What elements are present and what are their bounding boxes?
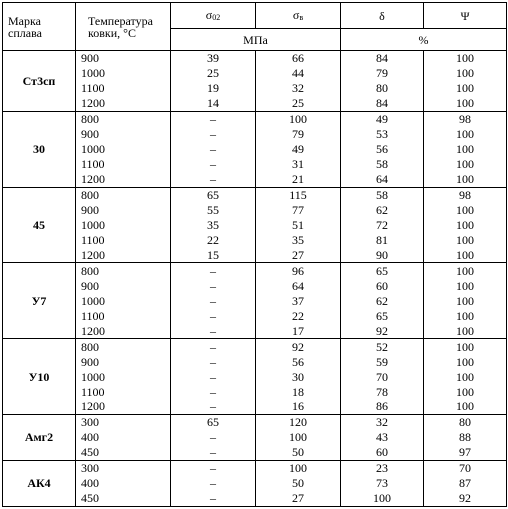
psi-cell: 100 [424,66,507,81]
table-row [3,339,507,354]
delta-cell: 64 [341,172,424,187]
sigma02-cell: – [171,399,256,414]
psi-cell: 100 [424,203,507,218]
psi-cell: 100 [424,369,507,384]
sigma02-cell: – [171,172,256,187]
delta-cell: 58 [341,157,424,172]
temperature-cell: 400 [76,430,171,445]
sigma-b-cell: 100 [256,460,341,475]
sigma02-cell: – [171,369,256,384]
psi-cell: 97 [424,445,507,460]
sigma-b-cell: 27 [256,491,341,507]
temperature-cell: 1200 [76,323,171,338]
temperature-cell: 1000 [76,142,171,157]
header-sigma-b [256,3,341,29]
delta-cell: 84 [341,96,424,111]
sigma-b-cell: 92 [256,339,341,354]
temperature-cell: 1200 [76,399,171,414]
sigma-b-symbol: σ [292,8,300,22]
table-row [3,232,507,247]
delta-cell: 80 [341,81,424,96]
psi-cell: 100 [424,339,507,354]
forging-properties-table [2,2,507,507]
table-row [3,414,507,429]
delta-cell: 43 [341,430,424,445]
table-row [3,218,507,233]
psi-cell: 92 [424,491,507,507]
sigma-b-cell: 77 [256,203,341,218]
delta-cell: 62 [341,293,424,308]
header-delta: δ [341,3,424,29]
delta-cell: 86 [341,399,424,414]
delta-cell: 84 [341,51,424,66]
sigma-b-cell: 18 [256,384,341,399]
delta-cell: 62 [341,203,424,218]
psi-cell: 100 [424,127,507,142]
psi-cell: 100 [424,81,507,96]
sigma-b-cell: 31 [256,157,341,172]
sigma02-cell: – [171,263,256,278]
temperature-cell: 1100 [76,81,171,96]
table-row [3,142,507,157]
sigma-b-cell: 66 [256,51,341,66]
delta-cell: 79 [341,66,424,81]
psi-cell: 100 [424,142,507,157]
table-row [3,384,507,399]
delta-cell: 73 [341,476,424,491]
temperature-cell: 900 [76,127,171,142]
sigma02-subscript: 02 [212,13,221,22]
sigma02-cell: – [171,430,256,445]
table-row [3,111,507,126]
psi-cell: 100 [424,308,507,323]
delta-cell: 60 [341,278,424,293]
grade-cell: АК4 [3,460,76,506]
sigma02-cell: 35 [171,218,256,233]
sigma-b-cell: 17 [256,323,341,338]
delta-cell: 70 [341,369,424,384]
psi-cell: 100 [424,278,507,293]
table-row [3,203,507,218]
sigma-b-cell: 96 [256,263,341,278]
psi-cell: 100 [424,218,507,233]
psi-cell: 100 [424,157,507,172]
psi-cell: 98 [424,111,507,126]
sigma02-cell: – [171,445,256,460]
sigma-b-cell: 56 [256,354,341,369]
sigma02-cell: – [171,142,256,157]
temperature-cell: 1200 [76,172,171,187]
temperature-cell: 450 [76,491,171,507]
temperature-cell: 450 [76,445,171,460]
grade-cell: Амг2 [3,414,76,460]
sigma-b-cell: 27 [256,247,341,262]
sigma02-symbol: σ [205,8,213,22]
temperature-cell: 1200 [76,96,171,111]
table-row [3,308,507,323]
temperature-cell: 300 [76,460,171,475]
sigma02-cell: – [171,127,256,142]
sigma-b-cell: 44 [256,66,341,81]
sigma-b-cell: 49 [256,142,341,157]
sigma02-cell: – [171,157,256,172]
delta-cell: 58 [341,187,424,202]
delta-cell: 23 [341,460,424,475]
sigma02-cell: – [171,339,256,354]
sigma-b-cell: 30 [256,369,341,384]
grade-cell: 45 [3,187,76,263]
temperature-cell: 1100 [76,157,171,172]
sigma02-cell: – [171,293,256,308]
table-row [3,430,507,445]
temperature-cell: 900 [76,354,171,369]
sigma02-cell: 39 [171,51,256,66]
table-row [3,96,507,111]
header-grade: Марка сплава [3,3,76,51]
grade-cell: У10 [3,339,76,415]
psi-cell: 100 [424,247,507,262]
sigma02-cell: 65 [171,414,256,429]
grade-cell: Ст3сп [3,51,76,112]
delta-cell: 60 [341,445,424,460]
sigma02-cell: – [171,323,256,338]
table-body [3,51,507,507]
sigma02-cell: 25 [171,66,256,81]
sigma02-cell: – [171,460,256,475]
table-row [3,127,507,142]
temperature-cell: 1000 [76,218,171,233]
sigma-b-cell: 50 [256,476,341,491]
temperature-cell: 1200 [76,247,171,262]
delta-cell: 52 [341,339,424,354]
sigma-b-cell: 100 [256,430,341,445]
sigma-b-cell: 50 [256,445,341,460]
delta-cell: 49 [341,111,424,126]
psi-cell: 100 [424,354,507,369]
temperature-cell: 800 [76,339,171,354]
sigma02-cell: 15 [171,247,256,262]
sigma-b-cell: 22 [256,308,341,323]
table-row [3,278,507,293]
delta-cell: 81 [341,232,424,247]
temperature-cell: 900 [76,51,171,66]
temperature-cell: 1000 [76,369,171,384]
sigma02-cell: 55 [171,203,256,218]
delta-cell: 72 [341,218,424,233]
sigma02-cell: 19 [171,81,256,96]
header-unit-mpa: МПа [171,29,341,51]
table-row [3,460,507,475]
delta-cell: 65 [341,263,424,278]
header-psi: Ψ [424,3,507,29]
table-row [3,491,507,507]
sigma-b-cell: 25 [256,96,341,111]
sigma-b-cell: 79 [256,127,341,142]
sigma02-cell: 14 [171,96,256,111]
psi-cell: 87 [424,476,507,491]
psi-cell: 100 [424,51,507,66]
sigma-b-cell: 100 [256,111,341,126]
table-row [3,445,507,460]
sigma02-cell: – [171,308,256,323]
psi-cell: 98 [424,187,507,202]
psi-cell: 100 [424,323,507,338]
psi-cell: 100 [424,399,507,414]
temperature-cell: 1100 [76,384,171,399]
delta-cell: 92 [341,323,424,338]
sigma-b-cell: 37 [256,293,341,308]
table-row [3,81,507,96]
table-row [3,354,507,369]
table-row [3,172,507,187]
table-row [3,187,507,202]
header-sigma02 [171,3,256,29]
temperature-cell: 800 [76,263,171,278]
grade-cell: 30 [3,111,76,187]
psi-cell: 100 [424,172,507,187]
delta-cell: 100 [341,491,424,507]
psi-cell: 100 [424,293,507,308]
psi-cell: 80 [424,414,507,429]
table-row [3,399,507,414]
psi-cell: 100 [424,96,507,111]
table-row [3,293,507,308]
table-row [3,369,507,384]
table-row [3,247,507,262]
sigma-b-cell: 35 [256,232,341,247]
delta-cell: 65 [341,308,424,323]
temperature-cell: 800 [76,111,171,126]
psi-cell: 100 [424,263,507,278]
table-row [3,157,507,172]
header-temperature: Температура ковки, °С [76,3,171,51]
header-unit-percent: % [341,29,507,51]
table-row [3,263,507,278]
temperature-cell: 900 [76,203,171,218]
temperature-cell: 900 [76,278,171,293]
sigma02-cell: – [171,384,256,399]
sigma-b-cell: 32 [256,81,341,96]
psi-cell: 88 [424,430,507,445]
temperature-cell: 1100 [76,308,171,323]
temperature-cell: 800 [76,187,171,202]
psi-cell: 100 [424,232,507,247]
temperature-cell: 400 [76,476,171,491]
sigma-b-cell: 120 [256,414,341,429]
temperature-cell: 1100 [76,232,171,247]
sigma02-cell: 65 [171,187,256,202]
delta-cell: 32 [341,414,424,429]
table-row [3,476,507,491]
table-row [3,66,507,81]
sigma02-cell: – [171,278,256,293]
sigma-b-cell: 64 [256,278,341,293]
sigma02-cell: 22 [171,232,256,247]
delta-cell: 90 [341,247,424,262]
delta-cell: 56 [341,142,424,157]
table-row [3,323,507,338]
temperature-cell: 1000 [76,66,171,81]
delta-cell: 53 [341,127,424,142]
sigma-b-subscript: в [299,13,304,22]
sigma02-cell: – [171,491,256,507]
sigma-b-cell: 51 [256,218,341,233]
sigma-b-cell: 21 [256,172,341,187]
sigma02-cell: – [171,354,256,369]
table-row [3,51,507,66]
sigma-b-cell: 115 [256,187,341,202]
psi-cell: 100 [424,384,507,399]
delta-cell: 78 [341,384,424,399]
sigma-b-cell: 16 [256,399,341,414]
temperature-cell: 1000 [76,293,171,308]
sigma02-cell: – [171,476,256,491]
delta-cell: 59 [341,354,424,369]
psi-cell: 70 [424,460,507,475]
grade-cell: У7 [3,263,76,339]
temperature-cell: 300 [76,414,171,429]
sigma02-cell: – [171,111,256,126]
